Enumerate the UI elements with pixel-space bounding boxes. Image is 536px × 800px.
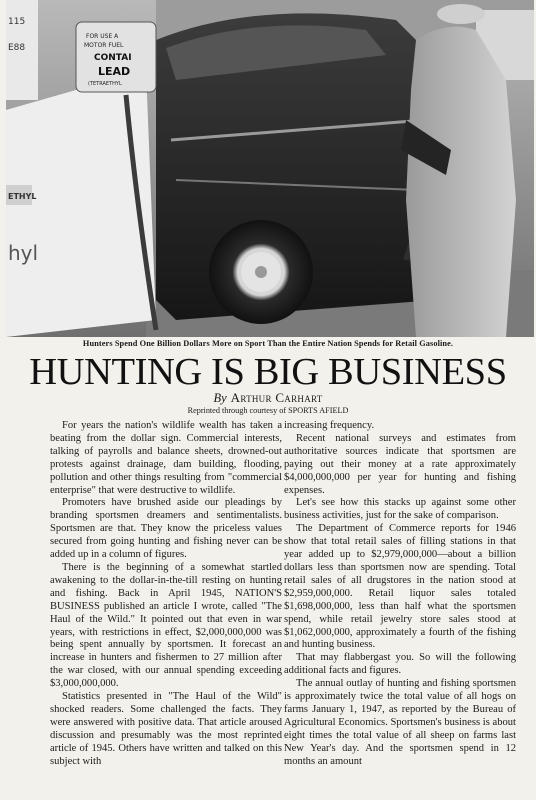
pump-sign-line: LEAD <box>98 65 131 78</box>
photo-caption: Hunters Spend One Billion Dollars More on Sport Than the Entire Nation Spends for Retail Gasoline. <box>82 339 454 348</box>
author-name: Arthur Carhart <box>230 390 323 405</box>
article-column-right <box>284 420 516 768</box>
article-paragraph-continued: increasing frequency. <box>284 420 375 431</box>
left-sign-digit: 115 <box>8 17 26 27</box>
article-paragraph: That may flabbergast you. So will the following additional facts and figures. <box>284 652 516 677</box>
gas-station-photo <box>6 0 534 337</box>
article-paragraph: Recent national surveys and estimates from authoritative sources indicate that sportsmen are paying out their money at a rate approximately $4,000,000,000 per year for hunting and fishing expenses. <box>284 432 516 496</box>
article-paragraph: The annual outlay of hunting and fishing sportsmen is approximately twice the total value of all hogs on farms January 1, 1947, as reported by the Bureau of Agricultural Economics. Sportsmen's business is about eight times the total value of all sheep on farms last New Year's day. And the sportsmen spend in 12 months an amount <box>284 678 516 767</box>
article-paragraph: Promoters have brushed aside our pleadings by branding sportsmen dreamers and sentimentalists. Sportsmen are that. They know the priceless values secured from going hunting and fishing never can be added up in a column of figures. <box>50 497 282 561</box>
article-headline: HUNTING IS BIG BUSINESS <box>29 351 507 393</box>
reprint-credit: Reprinted through courtesy of SPORTS AFIELD <box>187 406 349 415</box>
pump-sign-line: FOR USE A <box>86 33 119 40</box>
article-paragraph: The Department of Commerce reports for 1946 show that total retail sales of filling stations in that year added up to $2,979,000,000—about a billion dollars less than sportsmen now are spending. Total retail sales of all drugstores in the nation stood at $2,959,000,000. Retail liquor sales totaled $1,698,000,000, less than half what the sportsmen spend, while retail jewelry store sales stood at $1,062,000,000, approximately a fourth of the fishing and hunting business. <box>284 523 516 651</box>
article-paragraph: There is the beginning of a somewhat startled awakening to the dollar-in-the-till resting on hunting and fishing. Back in April 1945, NATION'S BUSINESS published an article I wrote, called "The Haul of the Wild." It pointed out that even in war years, with restrictions in effect, $2,000,000,000 was being spent annually by sportsmen. It forecast an increase in hunters and fishermen to 27 million after the war closed, with our annual spending exceeding $3,000,000,000. <box>50 561 282 690</box>
article-paragraph: For years the nation's wildlife wealth has taken a beating from the dollar sign. Commercial interests, talking of payrolls and balance sheets, drowned-out protests against drainage, dam building, flooding, pollution and other things resulting from "commercial enterprise" that were destructive to wildlife. <box>50 420 282 496</box>
pump-lettering: hyl <box>8 241 39 265</box>
byline <box>0 390 536 406</box>
article-paragraph: Let's see how this stacks up against some other business activities, just for the sake of comparison. <box>284 497 516 522</box>
left-sign-digit: E88 <box>8 43 26 53</box>
article-column-left <box>50 420 282 768</box>
pump-sign-line: MOTOR FUEL <box>84 42 124 49</box>
attendant-figure <box>406 27 516 337</box>
byline-prefix: By <box>213 391 227 405</box>
ethyl-emblem-text: ETHYL <box>8 192 37 201</box>
pump-sign-line: CONTAI <box>94 53 132 63</box>
pump-sign-line: (TETRAETHYL <box>88 81 122 87</box>
article-paragraph: Statistics presented in "The Haul of the Wild" shocked readers. Some challenged the facts. They were answered with positive data. That article aroused discussion and presumably was the most reprinted article of 1945. Others have written and talked on this subject with <box>50 691 282 767</box>
